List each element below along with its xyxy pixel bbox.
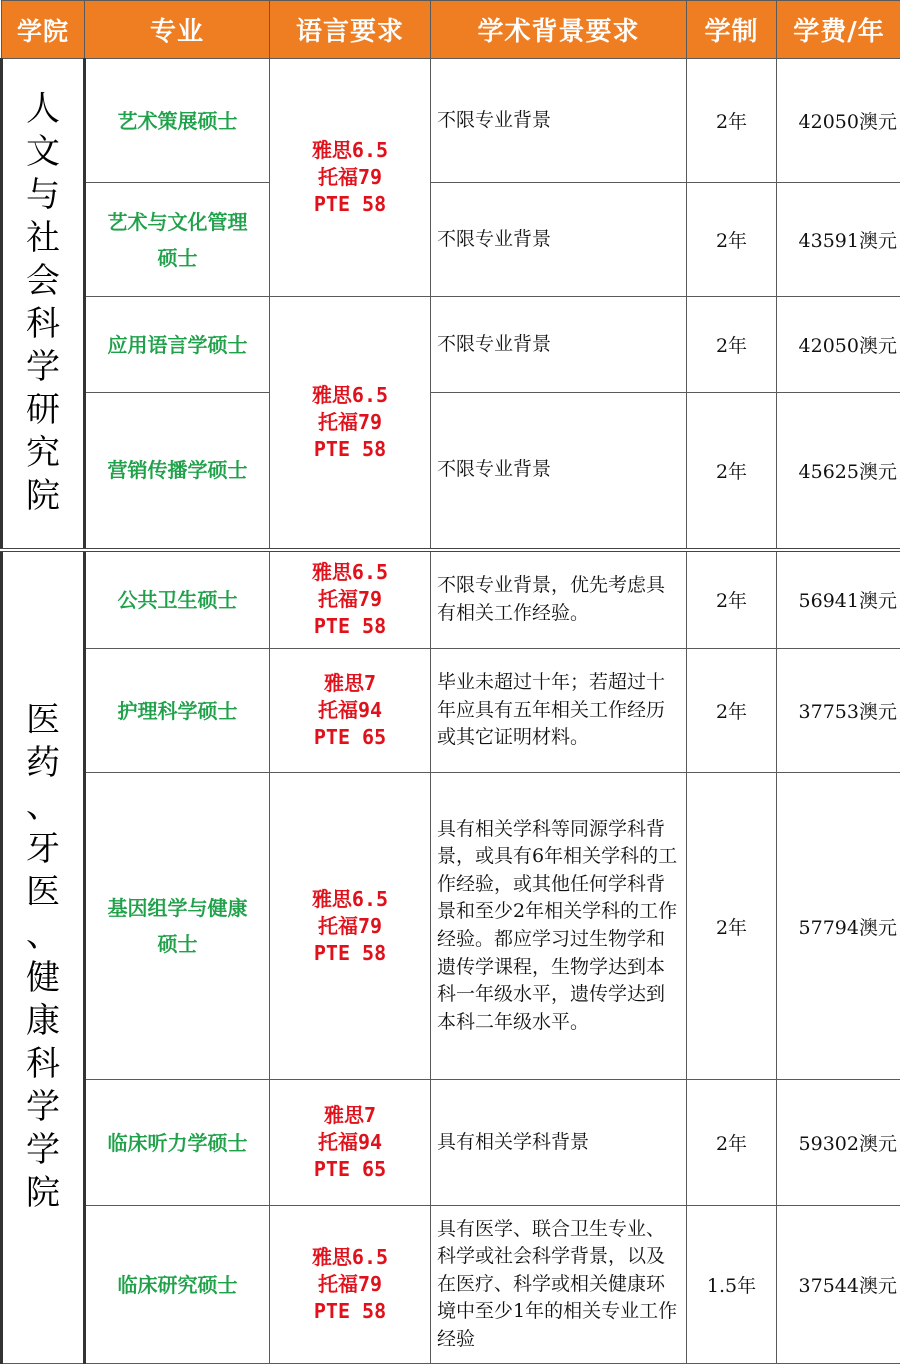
background-requirement: 不限专业背景 — [431, 297, 687, 393]
header-row — [2, 1, 900, 59]
duration: 2年 — [687, 550, 777, 649]
table-row — [2, 393, 900, 550]
tuition-fee: 37753澳元 — [777, 649, 900, 773]
duration: 2年 — [687, 1080, 777, 1206]
header-fee: 学费/年 — [777, 1, 900, 59]
language-requirement: 雅思6.5 托福79 PTE 58 — [270, 297, 431, 550]
language-requirement: 雅思6.5 托福79 PTE 58 — [270, 550, 431, 649]
language-requirement: 雅思6.5 托福79 PTE 58 — [270, 1206, 431, 1364]
header-duration: 学制 — [687, 1, 777, 59]
header-major: 专业 — [85, 1, 270, 59]
tuition-fee: 57794澳元 — [777, 773, 900, 1080]
tuition-fee: 59302澳元 — [777, 1080, 900, 1206]
background-requirement: 毕业未超过十年；若超过十年应具有五年相关工作经历或其它证明材料。 — [431, 649, 687, 773]
duration: 2年 — [687, 649, 777, 773]
duration: 2年 — [687, 59, 777, 183]
duration: 2年 — [687, 297, 777, 393]
header-language: 语言要求 — [270, 1, 431, 59]
background-requirement: 不限专业背景，优先考虑具有相关工作经验。 — [431, 550, 687, 649]
table-row — [2, 297, 900, 393]
duration: 2年 — [687, 393, 777, 550]
header-school: 学院 — [2, 1, 85, 59]
header-background: 学术背景要求 — [431, 1, 687, 59]
tuition-fee: 56941澳元 — [777, 550, 900, 649]
major-name: 艺术策展硕士 — [85, 59, 270, 183]
language-requirement: 雅思7 托福94 PTE 65 — [270, 649, 431, 773]
background-requirement: 不限专业背景 — [431, 393, 687, 550]
background-requirement: 具有相关学科背景 — [431, 1080, 687, 1206]
major-name: 艺术与文化管理硕士 — [85, 183, 270, 297]
tuition-fee: 43591澳元 — [777, 183, 900, 297]
background-requirement: 具有医学、联合卫生专业、科学或社会科学背景，以及在医疗、科学或相关健康环境中至少1年的相关专业工作经验 — [431, 1206, 687, 1364]
table-row — [2, 773, 900, 1080]
school-humanities: 人 文 与 社 会 科 学 研 究 院 — [2, 59, 85, 550]
background-requirement: 具有相关学科等同源学科背景，或具有6年相关学科的工作经验，或其他任何学科背景和至少2年相关学科的工作经验。都应学习过生物学和遗传学课程，生物学达到本科一年级水平，遗传学达到本科二年级水平。 — [431, 773, 687, 1080]
duration: 2年 — [687, 183, 777, 297]
table-row — [2, 1206, 900, 1364]
language-requirement: 雅思7 托福94 PTE 65 — [270, 1080, 431, 1206]
major-name: 应用语言学硕士 — [85, 297, 270, 393]
major-name: 护理科学硕士 — [85, 649, 270, 773]
table-row — [2, 183, 900, 297]
duration: 1.5年 — [687, 1206, 777, 1364]
background-requirement: 不限专业背景 — [431, 183, 687, 297]
tuition-fee: 45625澳元 — [777, 393, 900, 550]
table-row — [2, 1080, 900, 1206]
tuition-fee: 42050澳元 — [777, 59, 900, 183]
major-name: 公共卫生硕士 — [85, 550, 270, 649]
table-row — [2, 649, 900, 773]
tuition-fee: 37544澳元 — [777, 1206, 900, 1364]
language-requirement: 雅思6.5 托福79 PTE 58 — [270, 59, 431, 297]
major-name: 营销传播学硕士 — [85, 393, 270, 550]
major-name: 临床研究硕士 — [85, 1206, 270, 1364]
major-name: 基因组学与健康硕士 — [85, 773, 270, 1080]
tuition-fee: 42050澳元 — [777, 297, 900, 393]
table-row — [2, 550, 900, 649]
table-row — [2, 59, 900, 183]
school-health-sciences: 医 药 、 牙 医 、 健 康 科 学 学 院 — [2, 550, 85, 1364]
major-name: 临床听力学硕士 — [85, 1080, 270, 1206]
language-requirement: 雅思6.5 托福79 PTE 58 — [270, 773, 431, 1080]
background-requirement: 不限专业背景 — [431, 59, 687, 183]
duration: 2年 — [687, 773, 777, 1080]
